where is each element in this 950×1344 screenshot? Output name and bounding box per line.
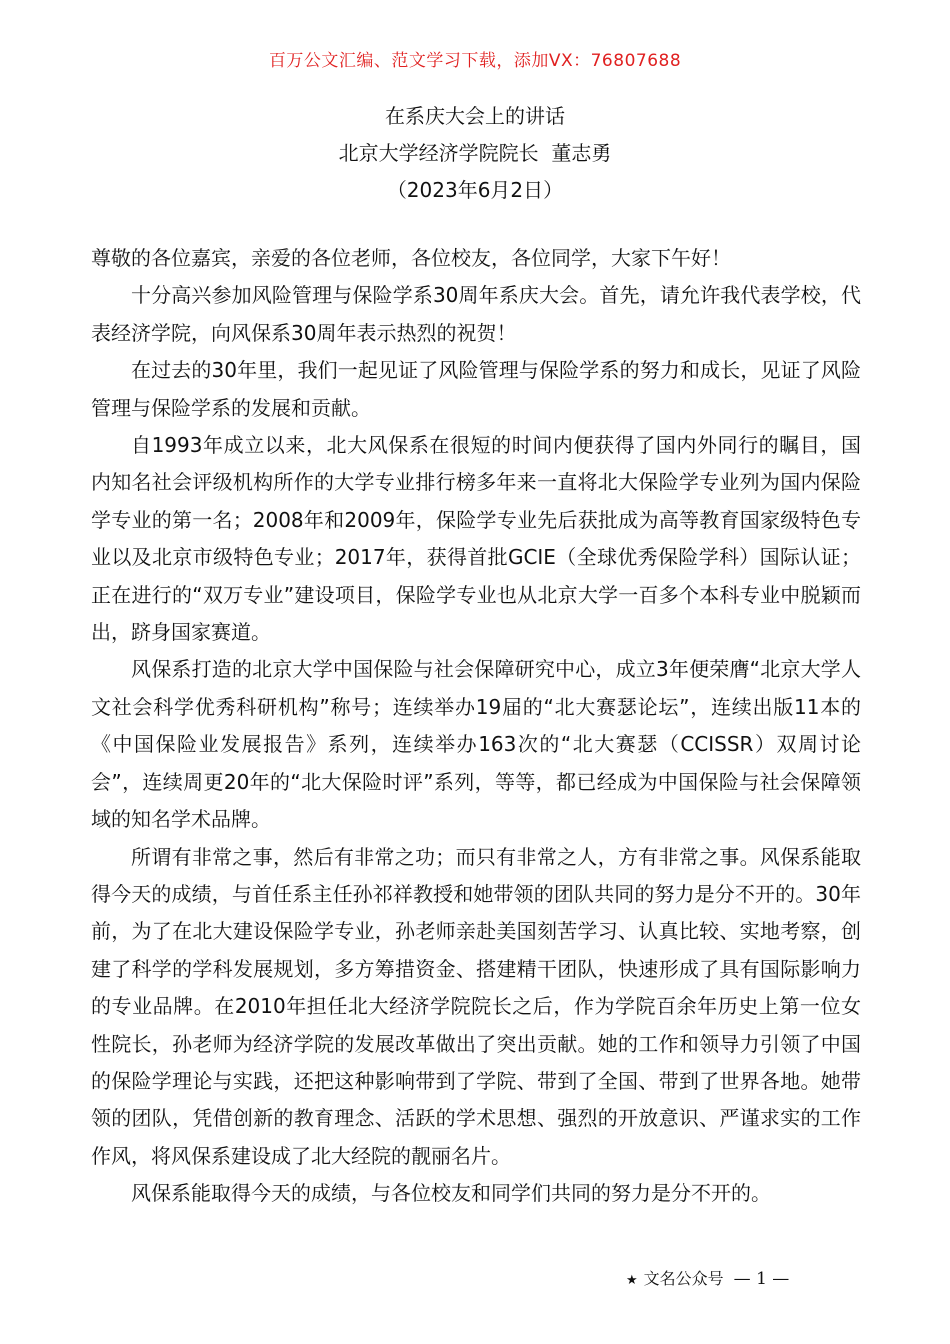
- document-header: [0, 98, 950, 209]
- watermark-banner: 百万公文汇编、范文学习下载，添加VX：76807688: [268, 51, 682, 71]
- document-body: [91, 240, 861, 1213]
- page-footer: [626, 1266, 886, 1289]
- body-paragraph: 风保系打造的北京大学中国保险与社会保障研究中心，成立3年便荣膺“北京大学人文社会科学优秀科研机构”称号；连续举办19届的“北大赛瑟论坛”，连续出版11本的《中国保险业发展报告》系列，连续举办163次的“北大赛瑟（CCISSR）双周讨论会”，连续周更20年的“北大保险时评”系列，等等，都已经成为中国保险与社会保障领域的知名学术品牌。: [91, 657, 861, 832]
- footer-source: 文名公众号: [643, 1269, 724, 1288]
- body-paragraph: 所谓有非常之事，然后有非常之功；而只有非常之人，方有非常之事。风保系能取得今天的成绩，与首任系主任孙祁祥教授和她带领的团队共同的努力是分不开的。30年前，为了在北大建设保险学专业，孙老师亲赴美国刻苦学习、认真比较、实地考察，创建了科学的学科发展规划，多方筹措资金、搭建精干团队，快速形成了具有国际影响力的专业品牌。在2010年担任北大经济学院院长之后，作为学院百余年历史上第一位女性院长，孙老师为经济学院的发展改革做出了突出贡献。她的工作和领导力引领了中国的保险学理论与实践，还把这种影响带到了学院、带到了全国、带到了世界各地。她带领的团队，凭借创新的教育理念、活跃的学术思想、强烈的开放意识、严谨求实的工作作风，将风保系建设成了北大经院的靓丽名片。: [91, 844, 861, 1168]
- greeting-paragraph: 尊敬的各位嘉宾，亲爱的各位老师，各位校友，各位同学，大家下午好！: [91, 246, 731, 270]
- star-icon: ★: [626, 1273, 638, 1288]
- document-date: （2023年6月2日）: [386, 178, 564, 202]
- document-title: 在系庆大会上的讲话: [385, 104, 565, 128]
- body-paragraph: 风保系能取得今天的成绩，与各位校友和同学们共同的努力是分不开的。: [131, 1181, 771, 1206]
- body-paragraph: 十分高兴参加风险管理与保险学系30周年系庆大会。首先，请允许我代表学校，代表经济学院，向风保系30周年表示热烈的祝贺！: [91, 283, 861, 345]
- page-number: — 1 —: [733, 1269, 790, 1289]
- body-paragraph: 自1993年成立以来，北大风保系在很短的时间内便获得了国内外同行的瞩目，国内知名社会评级机构所作的大学专业排行榜多年来一直将北大保险学专业列为国内保险学专业的第一名；2008年和2009年，保险学专业先后获批成为高等教育国家级特色专业以及北京市级特色专业；2017年，获得首批GCIE（全球优秀保险学科）国际认证；正在进行的“双万专业”建设项目，保险学专业也从北京大学一百多个本科专业中脱颖而出，跻身国家赛道。: [91, 433, 861, 645]
- document-author: 北京大学经济学院院长 董志勇: [338, 141, 612, 165]
- body-paragraph: 在过去的30年里，我们一起见证了风险管理与保险学系的努力和成长，见证了风险管理与保险学系的发展和贡献。: [91, 358, 861, 420]
